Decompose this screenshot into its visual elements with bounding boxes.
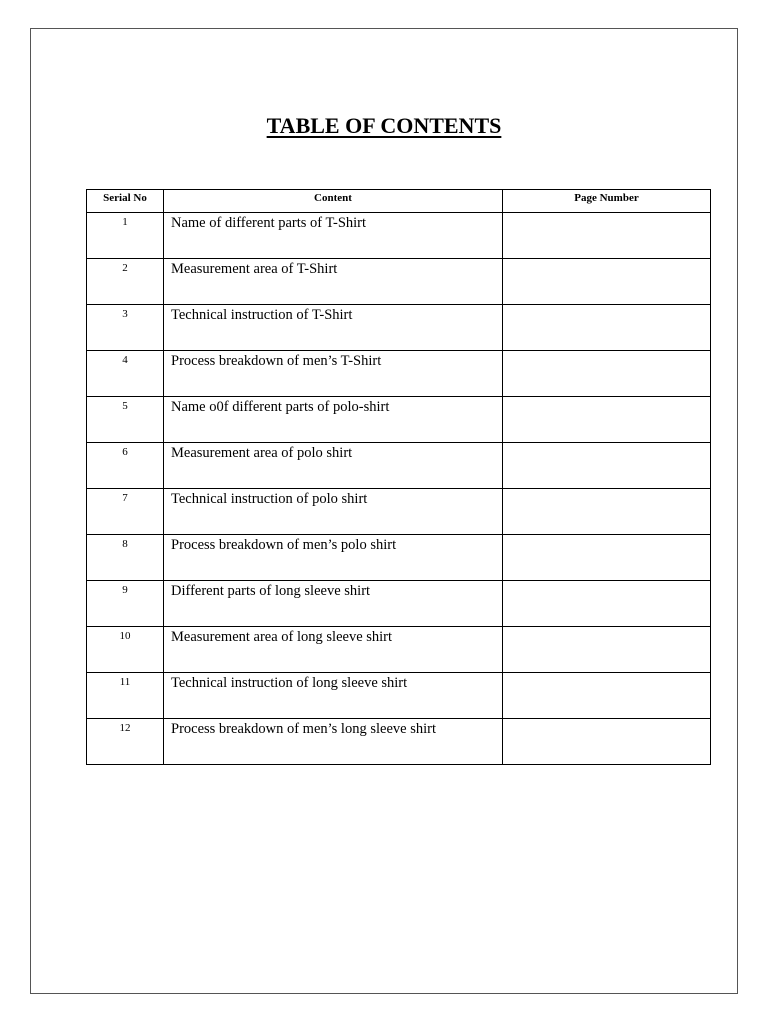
cell-serial: 1 <box>87 213 164 259</box>
cell-serial: 5 <box>87 397 164 443</box>
cell-serial: 3 <box>87 305 164 351</box>
cell-page-number <box>503 719 711 765</box>
cell-content: Name of different parts of T-Shirt <box>164 213 503 259</box>
cell-page-number <box>503 535 711 581</box>
cell-page-number <box>503 581 711 627</box>
cell-page-number <box>503 213 711 259</box>
cell-serial: 12 <box>87 719 164 765</box>
cell-content: Process breakdown of men’s long sleeve shirt <box>164 719 503 765</box>
cell-content: Measurement area of long sleeve shirt <box>164 627 503 673</box>
table-row <box>87 627 711 673</box>
cell-content: Measurement area of polo shirt <box>164 443 503 489</box>
cell-page-number <box>503 305 711 351</box>
table-row <box>87 719 711 765</box>
cell-content: Technical instruction of polo shirt <box>164 489 503 535</box>
table-row <box>87 259 711 305</box>
cell-serial: 2 <box>87 259 164 305</box>
table-row <box>87 305 711 351</box>
table-header-row <box>87 190 711 213</box>
table-row <box>87 535 711 581</box>
table-row <box>87 351 711 397</box>
cell-page-number <box>503 627 711 673</box>
page-title-text: TABLE OF CONTENTS <box>266 113 502 138</box>
cell-page-number <box>503 351 711 397</box>
header-serial: Serial No <box>87 190 164 213</box>
table-row <box>87 213 711 259</box>
header-content: Content <box>164 190 503 213</box>
table-row <box>87 489 711 535</box>
cell-content: Measurement area of T-Shirt <box>164 259 503 305</box>
cell-content: Different parts of long sleeve shirt <box>164 581 503 627</box>
cell-content: Process breakdown of men’s T-Shirt <box>164 351 503 397</box>
cell-serial: 7 <box>87 489 164 535</box>
cell-serial: 9 <box>87 581 164 627</box>
page-title <box>0 113 768 139</box>
cell-serial: 6 <box>87 443 164 489</box>
cell-page-number <box>503 673 711 719</box>
cell-serial: 10 <box>87 627 164 673</box>
cell-serial: 8 <box>87 535 164 581</box>
cell-page-number <box>503 397 711 443</box>
table-row <box>87 581 711 627</box>
cell-page-number <box>503 443 711 489</box>
cell-serial: 4 <box>87 351 164 397</box>
cell-page-number <box>503 489 711 535</box>
table-row <box>87 443 711 489</box>
cell-content: Technical instruction of long sleeve shirt <box>164 673 503 719</box>
cell-content: Process breakdown of men’s polo shirt <box>164 535 503 581</box>
table-row <box>87 397 711 443</box>
table-row <box>87 673 711 719</box>
cell-page-number <box>503 259 711 305</box>
cell-serial: 11 <box>87 673 164 719</box>
toc-table <box>86 189 711 765</box>
cell-content: Technical instruction of T-Shirt <box>164 305 503 351</box>
header-page-number: Page Number <box>503 190 711 213</box>
cell-content: Name o0f different parts of polo-shirt <box>164 397 503 443</box>
